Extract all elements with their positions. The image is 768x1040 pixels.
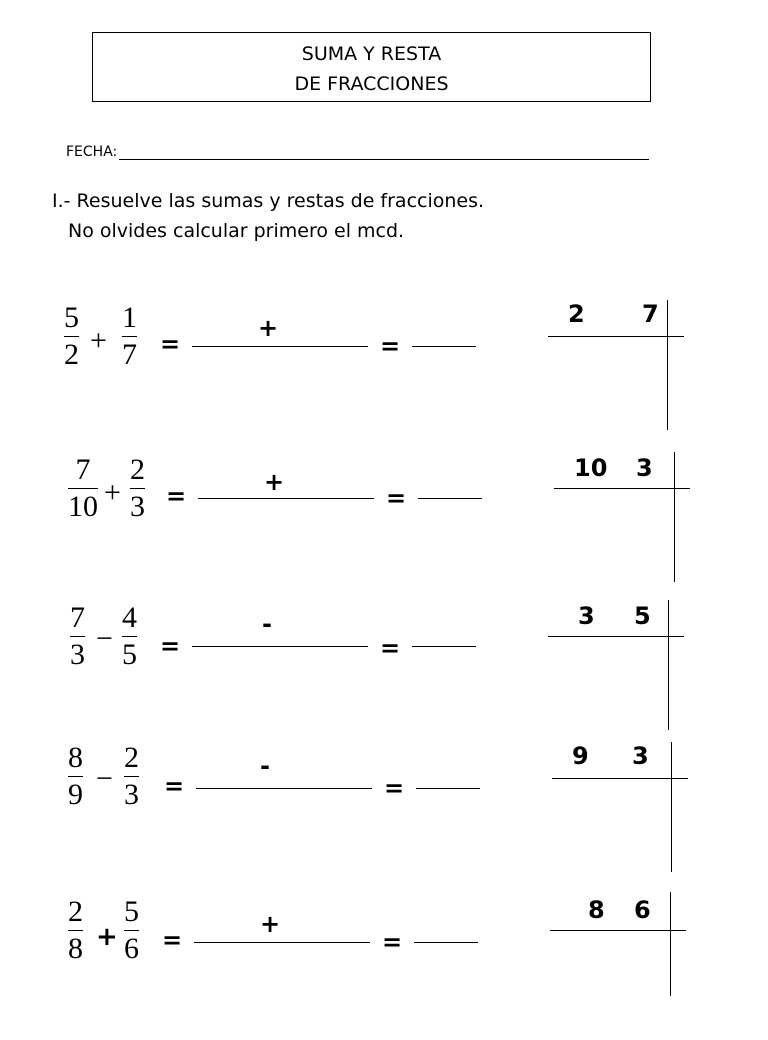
- fraction-b: [130, 454, 145, 523]
- fraction-a-bar: [64, 336, 79, 337]
- answer-line-long[interactable]: [194, 942, 370, 943]
- mcd-horizontal-line: [554, 488, 690, 489]
- mcd-horizontal-line: [548, 336, 684, 337]
- instruction-line-2: No olvides calcular primero el mcd.: [68, 220, 405, 242]
- fraction-b-bar: [122, 636, 137, 637]
- equals-sign-1: =: [162, 926, 183, 954]
- middle-operator: +: [260, 910, 281, 938]
- equals-sign-1: =: [166, 482, 187, 510]
- fraction-b: [122, 602, 137, 671]
- mcd-number-a: 10: [574, 454, 608, 482]
- fraction-b-numerator: 2: [130, 453, 145, 486]
- mcd-horizontal-line: [548, 636, 684, 637]
- middle-operator: -: [262, 610, 272, 638]
- fraction-a-denominator: 3: [70, 638, 85, 671]
- middle-operator: -: [260, 752, 270, 780]
- problem-2: [0, 450, 768, 600]
- fraction-a-denominator: 8: [68, 932, 83, 965]
- fraction-a-denominator: 10: [68, 490, 98, 523]
- fraction-a-bar: [68, 776, 83, 777]
- mcd-horizontal-line: [550, 930, 686, 931]
- fraction-a: [68, 454, 98, 523]
- mcd-number-a: 3: [578, 602, 595, 630]
- fraction-b-bar: [122, 336, 137, 337]
- mcd-number-a: 2: [568, 300, 585, 328]
- fraction-b-numerator: 1: [122, 301, 137, 334]
- fraction-a-numerator: 8: [68, 741, 83, 774]
- mcd-number-b: 5: [634, 602, 651, 630]
- fraction-b: [124, 742, 139, 811]
- fraction-b: [122, 302, 137, 371]
- answer-line-long[interactable]: [192, 646, 368, 647]
- answer-line-long[interactable]: [198, 498, 374, 499]
- fraction-b-denominator: 5: [122, 638, 137, 671]
- fraction-a-numerator: 5: [64, 301, 79, 334]
- mcd-vertical-line: [670, 892, 671, 996]
- operator: −: [96, 762, 113, 795]
- fraction-a-bar: [70, 636, 85, 637]
- fraction-b-numerator: 2: [124, 741, 139, 774]
- fraction-b-bar: [124, 930, 139, 931]
- equals-sign-2: =: [382, 928, 403, 956]
- fraction-b-bar: [130, 488, 145, 489]
- equals-sign-1: =: [164, 772, 185, 800]
- mcd-horizontal-line: [552, 778, 688, 779]
- fraction-b-numerator: 5: [124, 895, 139, 928]
- operator: +: [90, 324, 107, 357]
- mcd-vertical-line: [674, 452, 675, 582]
- fraction-a-bar: [68, 488, 98, 489]
- fraction-b-bar: [124, 776, 139, 777]
- fraction-a-numerator: 2: [68, 895, 83, 928]
- mcd-number-b: 3: [632, 742, 649, 770]
- mcd-number-a: 8: [588, 896, 605, 924]
- mcd-number-b: 6: [634, 896, 651, 924]
- equals-sign-1: =: [160, 632, 181, 660]
- title-box: [92, 32, 651, 102]
- equals-sign-2: =: [380, 332, 401, 360]
- fraction-a-denominator: 9: [68, 778, 83, 811]
- fraction-a: [64, 302, 79, 371]
- problem-3: [0, 598, 768, 748]
- problem-5: [0, 890, 768, 1040]
- answer-line-long[interactable]: [196, 788, 372, 789]
- fraction-b: [124, 896, 139, 965]
- instruction-line-1: I.- Resuelve las sumas y restas de fracciones.: [52, 190, 485, 212]
- fraction-b-denominator: 6: [124, 932, 139, 965]
- answer-line-short[interactable]: [412, 346, 476, 347]
- middle-operator: +: [264, 468, 285, 496]
- date-field: [66, 144, 666, 160]
- equals-sign-2: =: [384, 774, 405, 802]
- operator: −: [96, 622, 113, 655]
- equals-sign-2: =: [386, 484, 407, 512]
- answer-line-short[interactable]: [412, 646, 476, 647]
- mcd-number-b: 3: [636, 454, 653, 482]
- problem-1: [0, 298, 768, 448]
- fraction-a-bar: [68, 930, 83, 931]
- mcd-vertical-line: [668, 600, 669, 730]
- title-line-2: DE FRACCIONES: [294, 73, 449, 95]
- equals-sign-1: =: [160, 330, 181, 358]
- mcd-number-a: 9: [572, 742, 589, 770]
- fraction-a-numerator: 7: [70, 601, 85, 634]
- answer-line-short[interactable]: [418, 498, 482, 499]
- answer-line-short[interactable]: [416, 788, 480, 789]
- fraction-b-denominator: 3: [124, 778, 139, 811]
- fraction-b-denominator: 3: [130, 490, 145, 523]
- fraction-a: [68, 742, 83, 811]
- mcd-vertical-line: [667, 300, 668, 430]
- date-label: FECHA:: [66, 144, 118, 160]
- mcd-vertical-line: [671, 742, 672, 872]
- equals-sign-2: =: [380, 634, 401, 662]
- middle-operator: +: [258, 314, 279, 342]
- mcd-number-b: 7: [642, 300, 659, 328]
- date-blank-line[interactable]: [119, 145, 649, 160]
- problem-4: [0, 738, 768, 888]
- operator: +: [104, 476, 121, 509]
- fraction-b-numerator: 4: [122, 601, 137, 634]
- title-line-1: SUMA Y RESTA: [301, 43, 442, 65]
- answer-line-long[interactable]: [192, 346, 368, 347]
- fraction-a: [70, 602, 85, 671]
- fraction-a-denominator: 2: [64, 338, 79, 371]
- fraction-a-numerator: 7: [75, 453, 91, 486]
- operator: +: [96, 922, 118, 952]
- instructions: [52, 186, 484, 246]
- fraction-b-denominator: 7: [122, 338, 137, 371]
- fraction-a: [68, 896, 83, 965]
- answer-line-short[interactable]: [414, 942, 478, 943]
